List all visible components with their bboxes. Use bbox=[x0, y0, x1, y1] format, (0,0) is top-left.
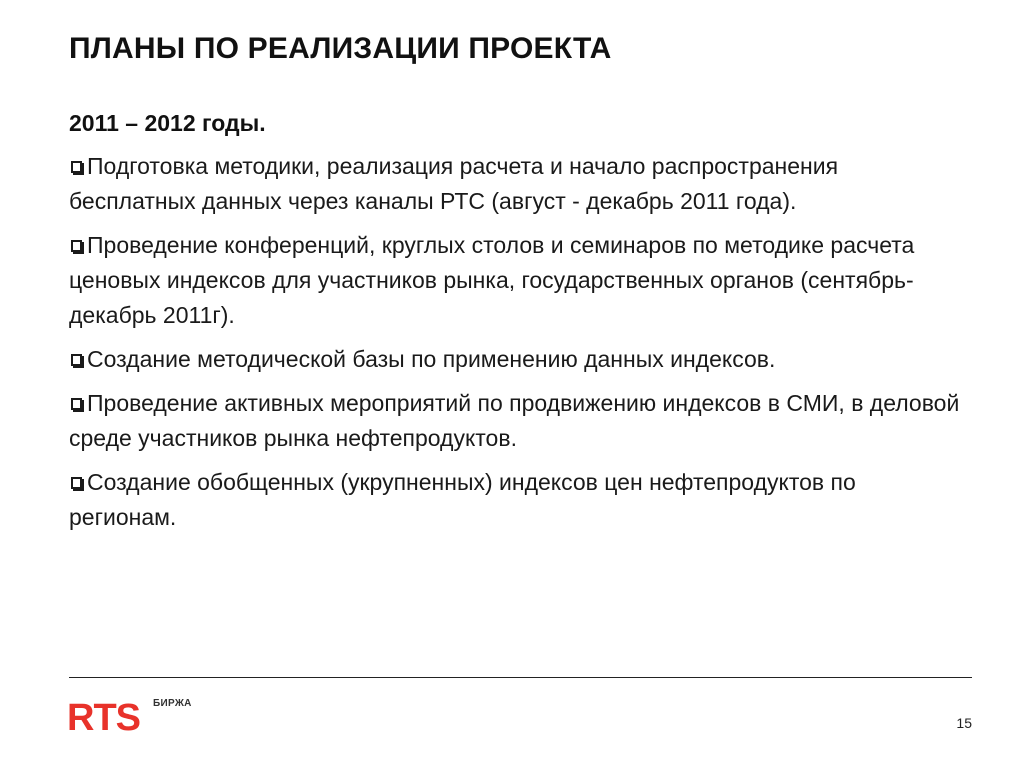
slide-title: ПЛАНЫ ПО РЕАЛИЗАЦИИ ПРОЕКТА bbox=[69, 32, 612, 65]
list-item-text: Проведение конференций, круглых столов и семинаров по методике расчета ценовых индексов для участников рынка, государственных органов (сентябрь-декабрь 2011г). bbox=[69, 232, 915, 328]
list-item-text: Создание обобщенных (укрупненных) индексов цен нефтепродуктов по регионам. bbox=[69, 469, 856, 530]
checkbox-icon bbox=[71, 240, 82, 252]
plan-list bbox=[69, 149, 969, 535]
checkbox-icon bbox=[71, 398, 82, 410]
logo-subtext: БИРЖА bbox=[153, 698, 192, 709]
list-item bbox=[69, 386, 969, 456]
period-subtitle: 2011 – 2012 годы. bbox=[69, 110, 266, 136]
footer-divider bbox=[69, 677, 972, 678]
page-number: 15 bbox=[956, 715, 972, 731]
list-item bbox=[69, 465, 969, 535]
checkbox-icon bbox=[71, 354, 82, 366]
list-item-text: Проведение активных мероприятий по продвижению индексов в СМИ, в деловой среде участников рынка нефтепродуктов. bbox=[69, 390, 960, 451]
list-item-text: Создание методической базы по применению данных индексов. bbox=[87, 346, 776, 372]
checkbox-icon bbox=[71, 161, 82, 173]
checkbox-icon bbox=[71, 477, 82, 489]
list-item bbox=[69, 342, 969, 377]
list-item-text: Подготовка методики, реализация расчета и начало распространения бесплатных данных через каналы РТС (август - декабрь 2011 года). bbox=[69, 153, 839, 214]
list-item bbox=[69, 149, 969, 219]
list-item bbox=[69, 228, 969, 333]
logo-mark: RTS bbox=[67, 697, 140, 739]
slide-content bbox=[69, 106, 969, 544]
rts-logo bbox=[67, 694, 227, 738]
